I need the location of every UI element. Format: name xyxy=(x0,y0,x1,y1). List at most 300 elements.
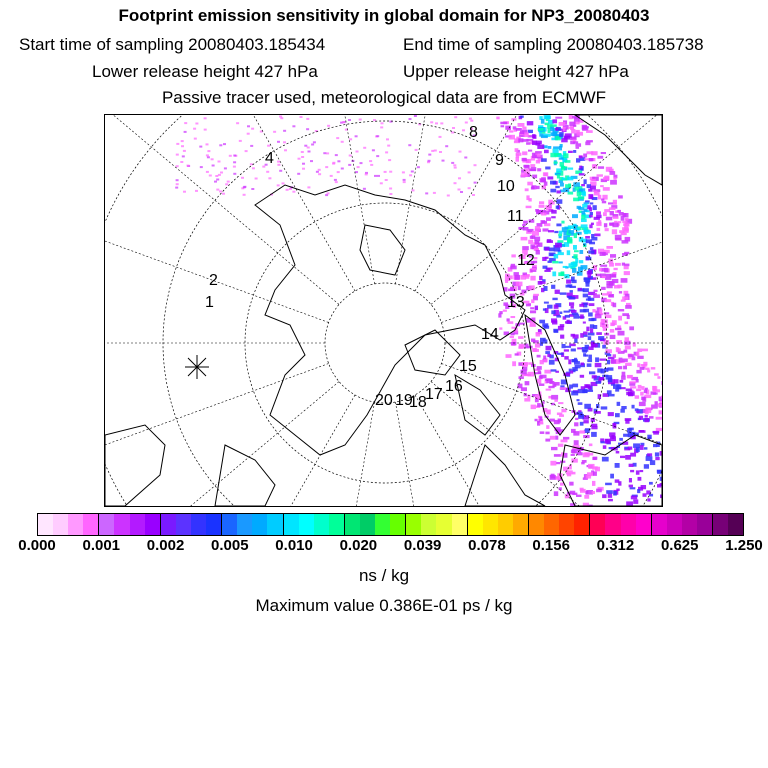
sensitivity-cell xyxy=(624,223,629,227)
sensitivity-cell xyxy=(462,129,465,131)
sensitivity-cell xyxy=(520,131,524,134)
sensitivity-cell xyxy=(543,308,546,310)
sensitivity-cell xyxy=(570,286,576,288)
sensitivity-cell xyxy=(617,402,621,406)
colorbar-tick-label: 0.002 xyxy=(146,537,185,554)
colorbar-segment xyxy=(728,514,743,535)
sensitivity-cell xyxy=(341,168,344,170)
sensitivity-cell xyxy=(515,353,519,355)
sensitivity-cell xyxy=(618,316,622,321)
sensitivity-cell xyxy=(567,177,573,181)
sensitivity-cell xyxy=(575,143,581,147)
sensitivity-cell xyxy=(385,151,388,153)
sensitivity-cell xyxy=(581,224,588,228)
sensitivity-cell xyxy=(565,160,571,163)
sensitivity-cell xyxy=(498,313,501,317)
trajectory-label: 18 xyxy=(409,394,427,411)
sensitivity-cell xyxy=(565,315,570,318)
sensitivity-cell xyxy=(318,173,321,175)
sensitivity-cell xyxy=(535,226,540,231)
sensitivity-cell xyxy=(583,309,589,312)
sensitivity-cell xyxy=(606,246,613,249)
sensitivity-cell xyxy=(588,275,592,278)
sensitivity-cell xyxy=(337,171,340,173)
sensitivity-cell xyxy=(363,188,366,190)
sensitivity-cell xyxy=(286,189,289,191)
sensitivity-cell xyxy=(316,171,319,173)
sensitivity-cell xyxy=(183,150,186,152)
sensitivity-cell xyxy=(584,230,591,234)
sensitivity-cell xyxy=(554,305,559,309)
sensitivity-cell xyxy=(556,168,562,172)
sensitivity-cell xyxy=(539,205,545,208)
sensitivity-cell xyxy=(592,481,595,486)
sensitivity-cell xyxy=(541,119,545,124)
sensitivity-cell xyxy=(636,370,641,374)
sensitivity-cell xyxy=(568,127,574,129)
sensitivity-cell xyxy=(611,360,616,363)
sensitivity-cell xyxy=(279,116,282,118)
sensitivity-cell xyxy=(596,489,602,493)
sensitivity-cell xyxy=(609,432,615,436)
sensitivity-cell xyxy=(544,115,551,119)
sensitivity-cell xyxy=(428,154,431,156)
sensitivity-cell xyxy=(578,196,584,199)
sensitivity-cell xyxy=(540,179,546,183)
sensitivity-cell xyxy=(520,116,524,118)
sensitivity-cell xyxy=(596,381,601,384)
sensitivity-cell xyxy=(176,154,179,156)
colorbar-tick-label: 0.156 xyxy=(532,537,570,554)
sensitivity-cell xyxy=(282,182,285,184)
sensitivity-cell xyxy=(583,154,587,158)
start-time-label: Start time of sampling 20080403.185434 xyxy=(19,35,326,54)
sensitivity-cell xyxy=(573,141,578,143)
sensitivity-cell xyxy=(605,483,612,485)
sensitivity-cell xyxy=(628,354,634,357)
sensitivity-cell xyxy=(560,335,564,339)
sensitivity-cell xyxy=(644,418,649,422)
sensitivity-cell xyxy=(586,130,593,133)
sensitivity-cell xyxy=(255,178,258,180)
sensitivity-cell xyxy=(639,402,646,406)
sensitivity-cell xyxy=(251,188,254,190)
sensitivity-cell xyxy=(544,302,549,304)
sensitivity-cell xyxy=(608,493,612,497)
sensitivity-cell xyxy=(619,358,623,363)
sensitivity-cell xyxy=(591,237,597,241)
sensitivity-cell xyxy=(579,260,583,263)
sensitivity-cell xyxy=(590,195,593,198)
sensitivity-cell xyxy=(252,167,255,169)
sensitivity-cell xyxy=(283,141,286,143)
sensitivity-cell xyxy=(175,187,178,189)
sensitivity-cell xyxy=(565,494,570,498)
sensitivity-cell xyxy=(594,191,597,193)
sensitivity-cell xyxy=(304,145,307,147)
sensitivity-cell xyxy=(563,437,569,440)
sensitivity-cell xyxy=(209,175,212,177)
sensitivity-cell xyxy=(243,194,246,196)
sensitivity-cell xyxy=(204,117,207,119)
sensitivity-cell xyxy=(409,174,412,176)
sensitivity-cell xyxy=(588,312,593,316)
sensitivity-cell xyxy=(609,207,616,210)
sensitivity-cell xyxy=(239,140,242,142)
colorbar-tick-label: 0.010 xyxy=(275,537,313,554)
colorbar-segment xyxy=(206,514,221,535)
sensitivity-cell xyxy=(543,356,546,360)
sensitivity-cell xyxy=(548,146,552,149)
sensitivity-cell xyxy=(575,130,579,133)
sensitivity-cell xyxy=(646,456,653,461)
sensitivity-cell xyxy=(583,243,586,245)
sensitivity-cell xyxy=(474,182,477,184)
sensitivity-cell xyxy=(582,460,587,463)
sensitivity-cell xyxy=(655,452,659,456)
colorbar-segment xyxy=(621,514,636,535)
sensitivity-cell xyxy=(573,314,579,318)
colorbar-segment xyxy=(712,514,728,535)
sensitivity-cell xyxy=(626,389,632,392)
sensitivity-cell xyxy=(389,188,392,190)
colorbar-segment xyxy=(682,514,697,535)
sensitivity-cell xyxy=(661,396,662,399)
sensitivity-cell xyxy=(556,315,561,317)
sensitivity-cell xyxy=(548,230,554,232)
sensitivity-cell xyxy=(659,410,662,414)
sensitivity-cell xyxy=(661,381,662,385)
sensitivity-cell xyxy=(653,393,658,395)
sensitivity-cell xyxy=(535,151,542,153)
colorbar-segment xyxy=(436,514,451,535)
sensitivity-cell xyxy=(559,261,563,263)
sensitivity-cell xyxy=(615,389,619,392)
sensitivity-cell xyxy=(580,375,584,378)
sensitivity-cell xyxy=(600,252,606,256)
sensitivity-cell xyxy=(218,174,221,176)
sensitivity-cell xyxy=(605,439,608,443)
sensitivity-cell xyxy=(403,179,406,181)
sensitivity-cell xyxy=(212,165,215,167)
sensitivity-cell xyxy=(454,167,457,169)
sensitivity-cell xyxy=(273,131,276,133)
sensitivity-cell xyxy=(539,201,544,204)
sensitivity-cell xyxy=(183,191,186,193)
sensitivity-cell xyxy=(535,240,540,244)
colorbar-segment xyxy=(68,514,83,535)
meridian-line xyxy=(105,115,355,291)
sensitivity-cell xyxy=(644,464,649,469)
meridian-line xyxy=(105,395,355,506)
sensitivity-cell xyxy=(581,215,585,220)
sensitivity-cell xyxy=(614,221,617,223)
meridian-line xyxy=(105,382,339,506)
sensitivity-cell xyxy=(551,216,556,218)
sensitivity-cell xyxy=(602,276,606,278)
sensitivity-cell xyxy=(558,234,562,236)
sensitivity-cell xyxy=(554,162,558,164)
sensitivity-cell xyxy=(560,387,566,390)
sensitivity-cell xyxy=(335,154,338,156)
sensitivity-cell xyxy=(546,389,552,391)
sensitivity-cell xyxy=(576,228,579,231)
trajectory-label: 9 xyxy=(495,152,504,169)
sensitivity-cell xyxy=(527,121,533,125)
sensitivity-cell xyxy=(511,342,517,345)
sensitivity-cell xyxy=(647,453,652,456)
sensitivity-cell xyxy=(610,254,616,258)
sensitivity-cell xyxy=(605,228,609,231)
sensitivity-cell xyxy=(589,303,595,306)
sensitivity-cell xyxy=(389,193,392,195)
sensitivity-cell xyxy=(602,345,606,349)
sensitivity-cell xyxy=(540,360,544,364)
sensitivity-cell xyxy=(655,401,658,404)
sensitivity-cell xyxy=(592,164,597,168)
sensitivity-cell xyxy=(277,164,280,166)
sensitivity-cell xyxy=(615,463,620,468)
sensitivity-cell xyxy=(589,242,595,245)
sensitivity-cell xyxy=(605,349,612,353)
sensitivity-cell xyxy=(583,322,586,324)
sensitivity-cell xyxy=(540,431,545,434)
sensitivity-cell xyxy=(639,430,644,432)
sensitivity-cell xyxy=(612,320,617,325)
sensitivity-cell xyxy=(496,117,499,120)
sensitivity-cell xyxy=(555,128,558,131)
sensitivity-cell xyxy=(533,135,537,139)
sensitivity-cell xyxy=(516,282,523,287)
sensitivity-cell xyxy=(514,272,519,275)
sensitivity-cell xyxy=(540,341,543,346)
sensitivity-cell xyxy=(610,211,614,215)
sensitivity-cell xyxy=(518,227,524,230)
sensitivity-cell xyxy=(622,227,629,230)
sensitivity-cell xyxy=(233,173,236,175)
sensitivity-cell xyxy=(359,119,362,121)
sensitivity-cell xyxy=(641,485,646,489)
sensitivity-cell xyxy=(225,183,228,185)
sensitivity-cell xyxy=(621,406,626,409)
sensitivity-cell xyxy=(547,240,553,243)
sensitivity-cell xyxy=(624,271,630,275)
sensitivity-cell xyxy=(632,405,635,409)
sensitivity-cell xyxy=(614,379,619,383)
sensitivity-cell xyxy=(613,202,616,204)
sensitivity-cell xyxy=(176,179,179,181)
sensitivity-cell xyxy=(594,411,601,414)
sensitivity-cell xyxy=(308,151,311,153)
sensitivity-cell xyxy=(536,186,540,189)
sensitivity-cell xyxy=(625,305,632,309)
sensitivity-cell xyxy=(572,449,577,454)
sensitivity-cell xyxy=(544,286,548,291)
sensitivity-cell xyxy=(577,452,583,455)
sensitivity-cell xyxy=(615,413,620,417)
sensitivity-cell xyxy=(645,368,649,370)
sensitivity-cell xyxy=(578,288,582,291)
sensitivity-cell xyxy=(551,285,555,289)
sensitivity-cell xyxy=(219,190,222,192)
sensitivity-cell xyxy=(181,140,184,142)
sensitivity-cell xyxy=(656,417,662,420)
sensitivity-cell xyxy=(656,428,662,431)
sensitivity-cell xyxy=(583,335,587,337)
sensitivity-cell xyxy=(417,166,420,168)
sensitivity-cell xyxy=(598,336,604,340)
sensitivity-cell xyxy=(556,199,562,204)
sensitivity-cell xyxy=(206,171,209,173)
sensitivity-cell xyxy=(219,144,222,146)
sensitivity-cell xyxy=(571,454,575,456)
colorbar-segment xyxy=(221,514,237,535)
sensitivity-cell xyxy=(602,201,606,204)
sensitivity-cell xyxy=(554,491,558,496)
sensitivity-cell xyxy=(592,491,595,494)
sensitivity-cell xyxy=(618,366,622,369)
sensitivity-cell xyxy=(626,501,633,506)
sensitivity-cell xyxy=(588,390,594,392)
colorbar-segment xyxy=(544,514,559,535)
sensitivity-cell xyxy=(583,288,589,292)
trajectory-label: 14 xyxy=(481,326,499,343)
colorbar-segment xyxy=(145,514,160,535)
sensitivity-cell xyxy=(550,189,556,193)
sensitivity-cell xyxy=(637,356,644,359)
sensitivity-cell xyxy=(568,230,574,234)
sensitivity-cell xyxy=(607,360,610,364)
sensitivity-cell xyxy=(250,163,253,165)
sensitivity-cell xyxy=(224,167,227,169)
sensitivity-cell xyxy=(629,428,634,431)
colorbar-segment xyxy=(467,514,483,535)
sensitivity-cell xyxy=(522,362,528,366)
sensitivity-cell xyxy=(562,178,565,180)
sensitivity-cell xyxy=(605,278,611,280)
sensitivity-cell xyxy=(555,436,558,440)
sensitivity-cell xyxy=(243,186,246,188)
sensitivity-cell xyxy=(602,494,606,498)
colorbar-segment xyxy=(237,514,252,535)
sensitivity-cell xyxy=(307,186,310,188)
trajectory-label: 19 xyxy=(395,392,413,409)
sensitivity-cell xyxy=(506,354,512,358)
sensitivity-cell xyxy=(637,349,642,352)
sensitivity-cell xyxy=(572,313,578,315)
sensitivity-cell xyxy=(318,169,321,171)
sensitivity-cell xyxy=(430,121,433,123)
sensitivity-cell xyxy=(612,279,618,283)
sensitivity-cell xyxy=(590,186,596,190)
sensitivity-cell xyxy=(657,376,660,379)
sensitivity-cell xyxy=(572,384,578,388)
sensitivity-cell xyxy=(207,156,210,158)
sensitivity-cell xyxy=(505,126,511,130)
sensitivity-cell xyxy=(589,215,593,218)
sensitivity-cell xyxy=(555,186,559,188)
sensitivity-cell xyxy=(535,209,539,212)
sensitivity-cell xyxy=(445,145,448,147)
sensitivity-cell xyxy=(601,199,604,201)
sensitivity-cell xyxy=(636,447,640,452)
sensitivity-cell xyxy=(521,173,528,177)
sensitivity-cell xyxy=(658,404,662,407)
sensitivity-cell xyxy=(431,150,434,152)
trajectory-label: 2 xyxy=(209,272,218,289)
sensitivity-cell xyxy=(206,154,209,156)
sensitivity-cell xyxy=(577,206,581,209)
sensitivity-cell xyxy=(630,487,636,489)
sensitivity-cell xyxy=(574,338,577,343)
sensitivity-cell xyxy=(563,153,568,158)
trajectory-label: 11 xyxy=(507,208,524,225)
sensitivity-cell xyxy=(566,280,571,284)
sensitivity-cell xyxy=(530,236,533,239)
sensitivity-cell xyxy=(565,321,571,323)
sensitivity-cell xyxy=(277,184,280,186)
sensitivity-cell xyxy=(332,162,335,164)
sensitivity-cell xyxy=(612,423,615,426)
sensitivity-cell xyxy=(581,265,588,269)
sensitivity-cell xyxy=(617,210,621,213)
sensitivity-cell xyxy=(590,212,593,215)
sensitivity-cell xyxy=(544,270,550,272)
sensitivity-cell xyxy=(554,330,559,333)
sensitivity-cell xyxy=(625,322,629,325)
coastline-path xyxy=(105,425,165,506)
sensitivity-cell xyxy=(565,346,571,348)
sensitivity-cell xyxy=(569,263,574,267)
sensitivity-cell xyxy=(530,310,536,313)
colorbar-segment xyxy=(559,514,574,535)
sensitivity-cell xyxy=(558,326,564,331)
sensitivity-cell xyxy=(622,253,628,256)
sensitivity-cell xyxy=(616,489,619,491)
sensitivity-cell xyxy=(640,392,643,396)
sensitivity-cell xyxy=(569,385,573,389)
sensitivity-cell xyxy=(572,472,575,475)
sensitivity-cell xyxy=(233,166,236,168)
sensitivity-cell xyxy=(573,182,579,187)
sensitivity-cell xyxy=(600,185,604,187)
sensitivity-cell xyxy=(636,389,641,391)
sensitivity-cell xyxy=(577,347,582,349)
sensitivity-cell xyxy=(597,228,601,231)
sensitivity-cell xyxy=(548,200,553,205)
sensitivity-cell xyxy=(268,177,271,179)
sensitivity-cell xyxy=(439,151,442,153)
sensitivity-cell xyxy=(628,447,633,450)
trajectory-label: 15 xyxy=(459,358,477,375)
sensitivity-cell xyxy=(584,495,589,499)
sensitivity-cell xyxy=(306,128,309,130)
sensitivity-cell xyxy=(511,316,516,318)
sensitivity-cell xyxy=(571,391,578,396)
sensitivity-cell xyxy=(583,353,586,356)
sensitivity-cell xyxy=(568,359,571,364)
sensitivity-cell xyxy=(590,328,593,333)
sensitivity-cell xyxy=(552,298,557,300)
sensitivity-cell xyxy=(470,120,473,122)
sensitivity-cell xyxy=(636,352,640,356)
sensitivity-cell xyxy=(583,126,589,128)
sensitivity-cell xyxy=(610,274,617,277)
sensitivity-cell xyxy=(538,128,544,131)
sensitivity-cell xyxy=(630,453,636,457)
sensitivity-cell xyxy=(551,395,558,400)
sensitivity-cell xyxy=(508,321,514,324)
